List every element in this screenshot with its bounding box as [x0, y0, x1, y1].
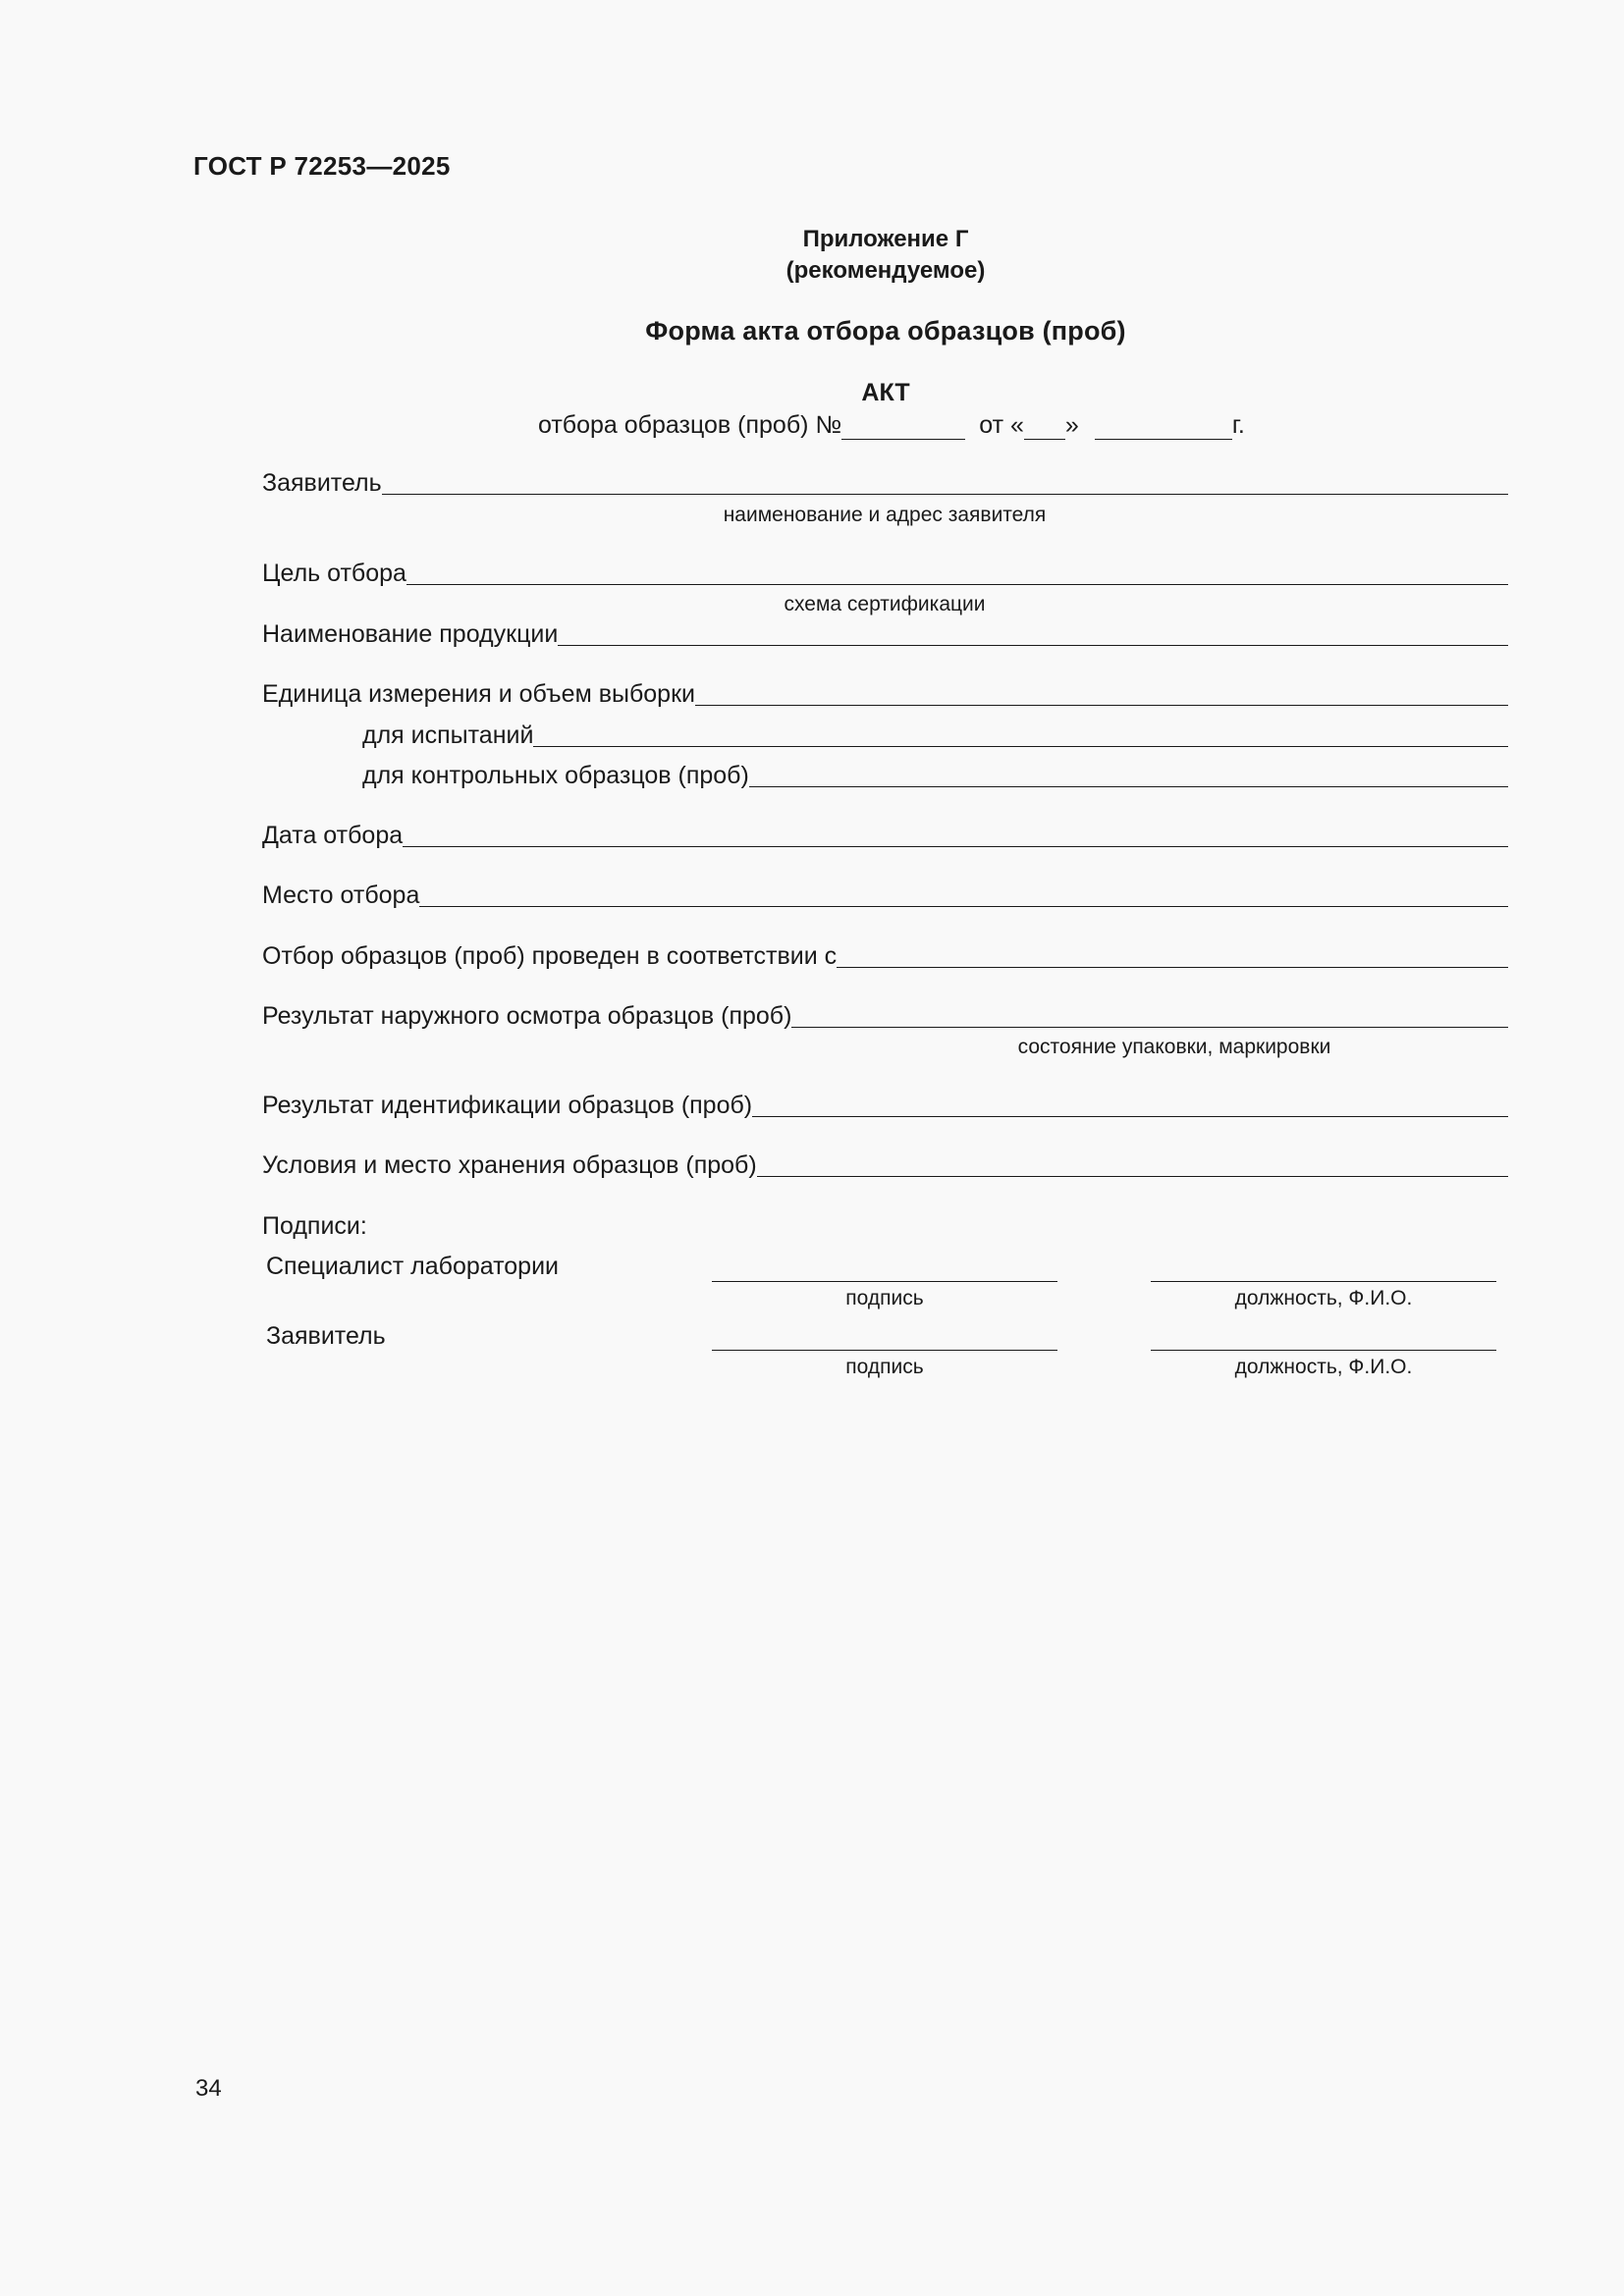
- storage-row: [262, 1151, 1508, 1180]
- identification-result-label: Результат идентификации образцов (проб): [262, 1092, 753, 1119]
- signature-role-applicant: Заявитель: [266, 1322, 386, 1350]
- sampling-date-row: [262, 822, 1508, 850]
- applicant-name-field[interactable]: [1151, 1348, 1496, 1351]
- applicant-label: Заявитель: [262, 469, 382, 497]
- applicant-field[interactable]: [382, 470, 1508, 495]
- product-name-row: [262, 620, 1508, 649]
- for-tests-field[interactable]: [533, 722, 1508, 747]
- document-code: ГОСТ Р 72253—2025: [193, 151, 451, 181]
- signature-role-lab-specialist: Специалист лаборатории: [266, 1253, 560, 1280]
- purpose-field[interactable]: [406, 561, 1508, 585]
- purpose-hint: схема сертификации: [784, 593, 986, 615]
- form-title: Форма акта отбора образцов (проб): [645, 316, 1126, 346]
- act-number-field[interactable]: [841, 415, 965, 440]
- unit-volume-field[interactable]: [695, 681, 1508, 706]
- applicant-row: [262, 469, 1508, 498]
- conducted-per-field[interactable]: [837, 943, 1508, 968]
- unit-volume-label: Единица измерения и объем выборки: [262, 680, 695, 708]
- act-subtitle-prefix: отбора образцов (проб) №: [538, 411, 842, 439]
- for-tests-row: [362, 721, 1508, 750]
- visual-result-row: [262, 1002, 1508, 1031]
- unit-volume-row: [262, 680, 1508, 709]
- act-title: АКТ: [861, 379, 910, 406]
- sampling-date-label: Дата отбора: [262, 822, 404, 849]
- lab-specialist-name-field[interactable]: [1151, 1279, 1496, 1282]
- page-number: 34: [195, 2075, 222, 2102]
- act-day-field[interactable]: [1024, 415, 1065, 440]
- applicant-name-hint: должность, Ф.И.О.: [1234, 1356, 1413, 1378]
- act-subtitle: [538, 411, 1245, 440]
- purpose-row: [262, 560, 1508, 588]
- lab-specialist-signature-hint: подпись: [845, 1287, 924, 1309]
- annex-title: Приложение Г: [802, 226, 969, 252]
- sampling-place-label: Место отбора: [262, 881, 420, 909]
- storage-field[interactable]: [757, 1152, 1508, 1177]
- purpose-label: Цель отбора: [262, 560, 406, 587]
- act-date-prefix: от «: [979, 411, 1024, 439]
- act-date-mid: »: [1064, 411, 1079, 439]
- identification-result-field[interactable]: [752, 1093, 1508, 1117]
- applicant-hint: наименование и адрес заявителя: [723, 504, 1047, 526]
- lab-specialist-signature-field[interactable]: [712, 1279, 1057, 1282]
- sampling-date-field[interactable]: [403, 823, 1508, 847]
- product-name-field[interactable]: [558, 621, 1508, 646]
- for-control-field[interactable]: [749, 763, 1508, 787]
- applicant-signature-field[interactable]: [712, 1348, 1057, 1351]
- for-control-row: [362, 762, 1508, 790]
- product-name-label: Наименование продукции: [262, 620, 559, 648]
- visual-result-field[interactable]: [791, 1003, 1508, 1028]
- act-year-suffix: г.: [1231, 411, 1245, 439]
- sampling-place-field[interactable]: [419, 882, 1508, 907]
- sampling-place-row: [262, 881, 1508, 910]
- visual-result-label: Результат наружного осмотра образцов (проб): [262, 1002, 792, 1030]
- identification-result-row: [262, 1092, 1508, 1120]
- lab-specialist-name-hint: должность, Ф.И.О.: [1234, 1287, 1413, 1309]
- applicant-signature-hint: подпись: [845, 1356, 924, 1378]
- for-control-label: для контрольных образцов (проб): [362, 762, 749, 789]
- for-tests-label: для испытаний: [362, 721, 534, 749]
- conducted-per-row: [262, 942, 1508, 971]
- visual-result-hint: состояние упаковки, маркировки: [1017, 1036, 1331, 1058]
- annex-status: (рекомендуемое): [785, 257, 986, 284]
- storage-label: Условия и место хранения образцов (проб): [262, 1151, 757, 1179]
- conducted-per-label: Отбор образцов (проб) проведен в соответствии с: [262, 942, 838, 970]
- act-month-field[interactable]: [1095, 415, 1232, 440]
- signatures-label: Подписи:: [262, 1212, 367, 1240]
